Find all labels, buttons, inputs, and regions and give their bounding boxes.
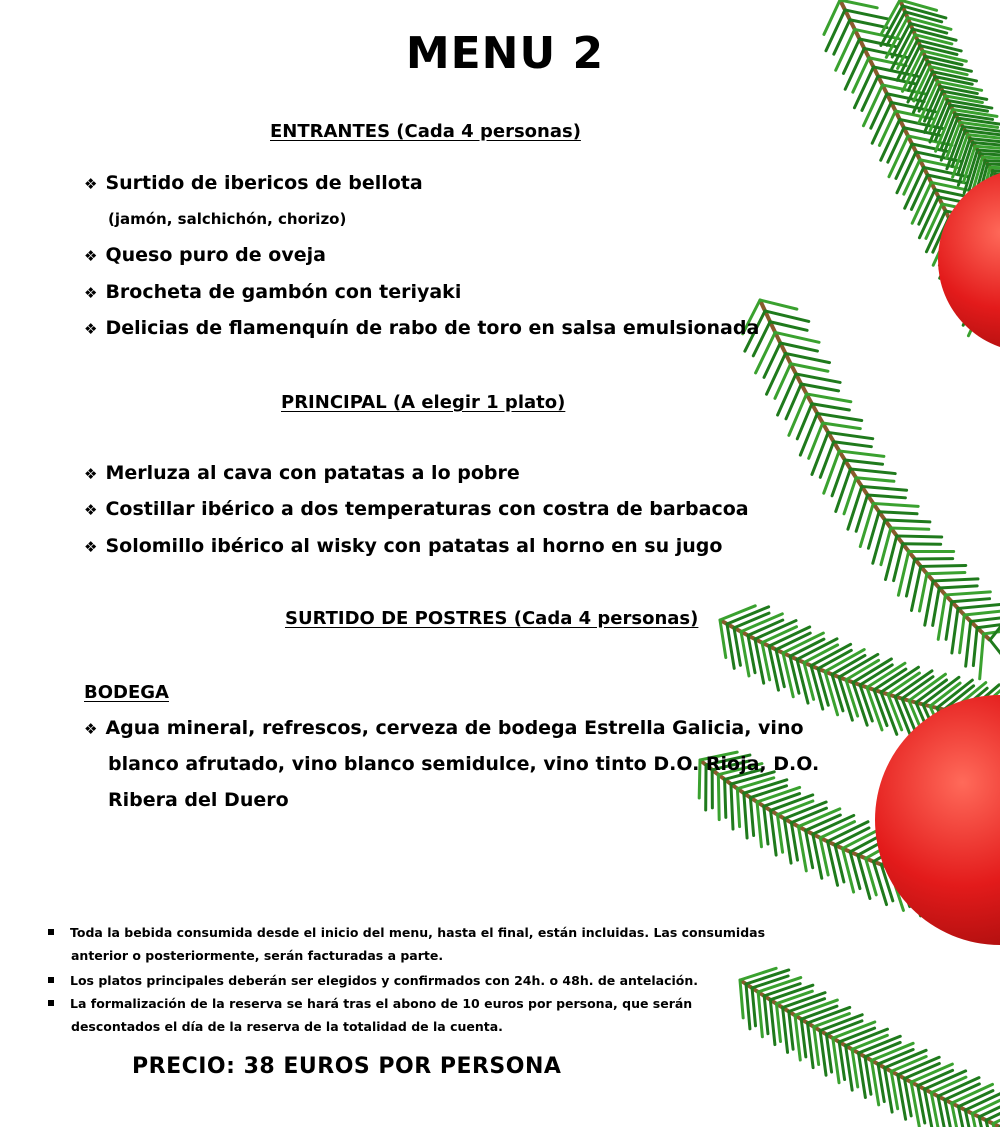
pine-branches-image: [699, 0, 1000, 1127]
bullet-icon: ❖: [84, 247, 98, 265]
bullet-icon: ❖: [84, 538, 98, 556]
menu-title: MENU 2: [405, 28, 605, 79]
bodega-heading: BODEGA: [84, 682, 169, 703]
note-reservation: La formalización de la reserva se hará tras el abono de 10 euros por persona, que serán: [48, 996, 692, 1011]
entrante-detail: (jamón, salchichón, chorizo): [108, 210, 347, 228]
principal-item: ❖ Solomillo ibérico al wisky con patatas al horno en su jugo: [84, 535, 723, 557]
principal-heading: PRINCIPAL (A elegir 1 plato): [281, 392, 566, 413]
square-bullet-icon: [48, 977, 54, 983]
bullet-icon: ❖: [84, 284, 98, 302]
note-drinks: Toda la bebida consumida desde el inicio del menu, hasta el final, están incluidas. Las consumidas: [48, 925, 765, 940]
entrantes-heading: ENTRANTES (Cada 4 personas): [270, 121, 581, 142]
bullet-icon: ❖: [84, 465, 98, 483]
entrante-item: ❖ Queso puro de oveja: [84, 244, 326, 266]
entrante-item: ❖ Brocheta de gambón con teriyaki: [84, 281, 462, 303]
bodega-item-continued: Ribera del Duero: [108, 789, 289, 811]
red-bauble-top-icon: [938, 168, 1000, 352]
bullet-icon: ❖: [84, 320, 98, 338]
postres-heading: SURTIDO DE POSTRES (Cada 4 personas): [285, 608, 699, 629]
bodega-item: ❖ Agua mineral, refrescos, cerveza de bodega Estrella Galicia, vino: [84, 717, 804, 739]
note-drinks-continued: anterior o posteriormente, serán facturadas a parte.: [71, 948, 444, 963]
bullet-icon: ❖: [84, 720, 98, 738]
red-bauble-bottom-icon: [875, 695, 1000, 945]
square-bullet-icon: [48, 929, 54, 935]
note-reservation-continued: descontados el día de la reserva de la totalidad de la cuenta.: [71, 1019, 503, 1034]
entrante-item: ❖ Delicias de flamenquín de rabo de toro en salsa emulsionada: [84, 317, 760, 339]
principal-item: ❖ Costillar ibérico a dos temperaturas con costra de barbacoa: [84, 498, 749, 520]
square-bullet-icon: [48, 1000, 54, 1006]
bullet-icon: ❖: [84, 501, 98, 519]
bodega-item-continued: blanco afrutado, vino blanco semidulce, vino tinto D.O. Rioja, D.O.: [108, 753, 820, 775]
bullet-icon: ❖: [84, 175, 98, 193]
note-main-courses: Los platos principales deberán ser elegidos y confirmados con 24h. o 48h. de antelación.: [48, 973, 698, 988]
principal-item: ❖ Merluza al cava con patatas a lo pobre: [84, 462, 520, 484]
price-label: PRECIO: 38 EUROS POR PERSONA: [132, 1054, 562, 1079]
entrante-item: ❖ Surtido de ibericos de bellota: [84, 172, 423, 194]
